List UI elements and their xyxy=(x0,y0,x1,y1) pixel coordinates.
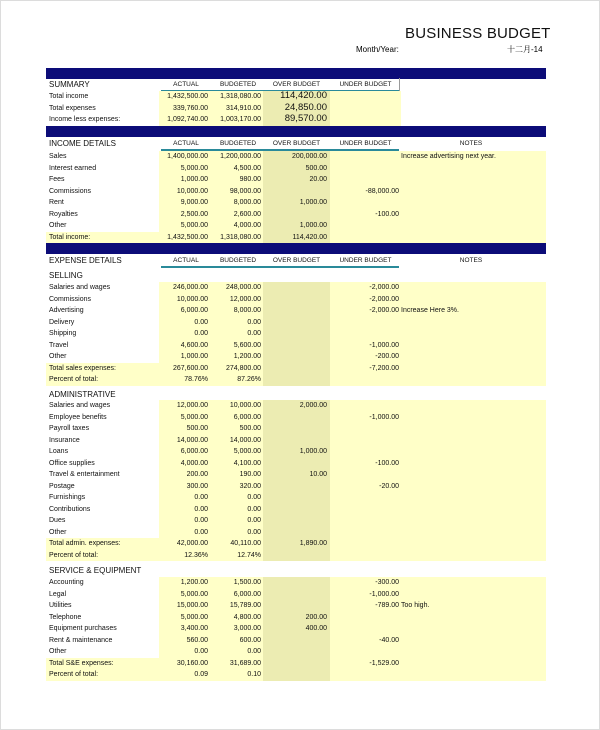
selling-row-under: -2,000.00 xyxy=(369,284,399,291)
admin-row-over: 10.00 xyxy=(309,471,327,478)
selling-row-label: Travel xyxy=(49,341,69,349)
service-row-label: Telephone xyxy=(49,613,82,621)
service-row-actual: 3,400.00 xyxy=(180,625,208,632)
admin-row-budgeted: 0.00 xyxy=(247,505,261,513)
summary-col-budgeted: BUDGETED xyxy=(219,81,257,88)
admin-row-actual: 12.36% xyxy=(184,551,208,559)
service-row-budgeted: 6,000.00 xyxy=(233,590,261,598)
income-row-budgeted: 98,000.00 xyxy=(229,187,261,195)
admin-row-actual: 0.00 xyxy=(194,517,208,524)
admin-row-over: 1,890.00 xyxy=(299,540,327,547)
expense-col-over: OVER BUDGET xyxy=(272,257,321,264)
admin-row-budgeted: 40,110.00 xyxy=(230,540,261,547)
admin-row-label: Insurance xyxy=(49,436,80,444)
income-row-label: Interest earned xyxy=(49,164,97,172)
selling-row-actual: 4,600.00 xyxy=(180,341,208,349)
admin-row-actual: 42,000.00 xyxy=(176,540,208,547)
income-row-under: -100.00 xyxy=(375,210,399,218)
service-row-actual: 30,160.00 xyxy=(176,659,208,667)
admin-row-budgeted: 10,000.00 xyxy=(229,402,261,409)
admin-row-actual: 0.00 xyxy=(194,494,208,501)
expense-col-under: UNDER BUDGET xyxy=(339,257,392,264)
admin-row-label: Total admin. expenses: xyxy=(49,540,121,547)
service-row-budgeted: 4,800.00 xyxy=(233,613,261,621)
expense-heading: EXPENSE DETAILS xyxy=(49,256,122,265)
admin-row-label: Contributions xyxy=(49,505,91,513)
income-row-budgeted: 4,500.00 xyxy=(233,164,261,172)
selling-row-label: Shipping xyxy=(49,330,77,337)
admin-row-actual: 200.00 xyxy=(186,471,208,478)
summary-row-actual: 339,760.00 xyxy=(172,104,208,112)
income-row-over: 20.00 xyxy=(309,176,327,183)
income-row-over: 1,000.00 xyxy=(299,199,327,206)
selling-row-under: -7,200.00 xyxy=(369,364,399,372)
page-title: BUSINESS BUDGET xyxy=(405,25,551,42)
admin-row-actual: 300.00 xyxy=(186,482,208,490)
selling-row-budgeted: 248,000.00 xyxy=(225,284,261,291)
admin-row-budgeted: 0.00 xyxy=(247,528,261,536)
income-row-label: Rent xyxy=(49,199,64,206)
selling-row-budgeted: 5,600.00 xyxy=(233,341,261,349)
selling-row-budgeted: 274,800.00 xyxy=(225,364,261,372)
income-row-actual: 2,500.00 xyxy=(180,210,208,218)
income-col-budgeted: BUDGETED xyxy=(219,140,257,147)
summary-row-over: 89,570.00 xyxy=(284,113,327,124)
admin-row-label: Employee benefits xyxy=(49,413,107,421)
service-row-label: Other xyxy=(49,648,67,655)
admin-row-under: -1,000.00 xyxy=(369,413,399,421)
expense-col-actual: ACTUAL xyxy=(173,257,199,264)
admin-row-actual: 4,000.00 xyxy=(180,459,208,467)
service-row-label: Total S&E expenses: xyxy=(49,659,114,667)
expense-col-notes: NOTES xyxy=(459,257,483,264)
selling-row-budgeted: 8,000.00 xyxy=(233,307,261,314)
service-row-budgeted: 0.00 xyxy=(247,648,261,655)
income-row-budgeted: 1,318,080.00 xyxy=(220,233,261,241)
service-row-budgeted: 0.10 xyxy=(247,671,261,678)
summary-row-budgeted: 1,003,170.00 xyxy=(220,116,261,123)
income-col-actual: ACTUAL xyxy=(173,140,199,147)
admin-row-budgeted: 500.00 xyxy=(239,425,261,432)
month-year-value: 十二月-14 xyxy=(507,45,543,54)
admin-yellow-under xyxy=(330,400,401,561)
summary-col-under: UNDER BUDGET xyxy=(339,81,392,88)
selling-row-actual: 1,000.00 xyxy=(180,353,208,360)
service-row-under: -789.00 xyxy=(375,602,399,609)
admin-row-label: Furnishings xyxy=(49,494,86,501)
expense-col-budgeted: BUDGETED xyxy=(219,257,257,264)
service-row-label: Legal xyxy=(49,590,67,598)
service-row-actual: 0.09 xyxy=(194,671,208,678)
admin-row-budgeted: 14,000.00 xyxy=(229,436,261,444)
admin-row-under: -20.00 xyxy=(379,482,399,490)
service-row-actual: 5,000.00 xyxy=(180,613,208,621)
income-col-notes: NOTES xyxy=(459,140,483,147)
admin-row-actual: 14,000.00 xyxy=(176,436,208,444)
admin-row-actual: 0.00 xyxy=(194,528,208,536)
income-col-under: UNDER BUDGET xyxy=(339,140,392,147)
admin-row-label: Loans xyxy=(49,448,69,455)
selling-row-label: Commissions xyxy=(49,295,92,303)
selling-row-budgeted: 87.26% xyxy=(237,376,261,383)
income-row-actual: 10,000.00 xyxy=(176,187,208,195)
selling-row-actual: 6,000.00 xyxy=(180,307,208,314)
income-row-actual: 1,432,500.00 xyxy=(167,233,208,241)
income-row-over: 1,000.00 xyxy=(299,222,327,229)
expense-banner xyxy=(46,243,546,254)
selling-row-budgeted: 0.00 xyxy=(247,318,261,326)
service-row-actual: 15,000.00 xyxy=(176,602,208,609)
admin-row-label: Travel & entertainment xyxy=(49,471,120,478)
selling-row-budgeted: 0.00 xyxy=(247,330,261,337)
admin-row-label: Postage xyxy=(49,482,75,490)
service-row-label: Percent of total: xyxy=(49,671,99,678)
service-row-label: Rent & maintenance xyxy=(49,636,113,644)
selling-row-under: -2,000.00 xyxy=(369,295,399,303)
admin-row-actual: 0.00 xyxy=(194,505,208,513)
income-row-budgeted: 1,200,000.00 xyxy=(220,153,261,160)
summary-row-actual: 1,432,500.00 xyxy=(167,93,208,100)
selling-row-label: Total sales expenses: xyxy=(49,364,116,372)
income-row-label: Fees xyxy=(49,176,65,183)
selling-row-under: -1,000.00 xyxy=(369,341,399,349)
service-row-actual: 5,000.00 xyxy=(180,590,208,598)
month-year-label: Month/Year: xyxy=(356,45,399,54)
income-yellow-under xyxy=(330,151,401,243)
selling-row-actual: 10,000.00 xyxy=(176,295,208,303)
summary-row-label: Total expenses xyxy=(49,104,96,112)
admin-row-actual: 5,000.00 xyxy=(180,413,208,421)
selling-row-note: Increase Here 3%. xyxy=(401,307,459,314)
summary-heading: SUMMARY xyxy=(49,80,90,89)
service-row-under: -40.00 xyxy=(379,636,399,644)
income-banner xyxy=(46,126,546,137)
income-row-note: Increase advertising next year. xyxy=(401,153,496,160)
selling-heading: SELLING xyxy=(49,271,83,280)
admin-heading: ADMINISTRATIVE xyxy=(49,390,116,399)
service-row-budgeted: 15,789.00 xyxy=(229,602,261,609)
income-row-label: Total income: xyxy=(49,233,91,241)
service-row-actual: 0.00 xyxy=(194,648,208,655)
selling-row-under: -2,000.00 xyxy=(369,307,399,314)
income-row-actual: 1,000.00 xyxy=(180,176,208,183)
service-row-label: Utilities xyxy=(49,602,72,609)
summary-row-label: Total income xyxy=(49,93,89,100)
admin-row-over: 1,000.00 xyxy=(299,448,327,455)
admin-shade-over xyxy=(263,400,330,561)
admin-row-budgeted: 4,100.00 xyxy=(233,459,261,467)
admin-row-budgeted: 6,000.00 xyxy=(233,413,261,421)
service-row-under: -1,529.00 xyxy=(369,659,399,667)
admin-row-actual: 12,000.00 xyxy=(176,402,208,409)
admin-row-over: 2,000.00 xyxy=(299,402,327,409)
service-row-note: Too high. xyxy=(401,602,430,609)
income-row-actual: 5,000.00 xyxy=(180,222,208,229)
service-row-label: Accounting xyxy=(49,579,84,586)
income-row-label: Sales xyxy=(49,153,67,160)
income-row-budgeted: 980.00 xyxy=(239,176,261,183)
admin-row-budgeted: 190.00 xyxy=(239,471,261,478)
selling-row-budgeted: 12,000.00 xyxy=(229,295,261,303)
summary-yellow-under xyxy=(330,91,401,126)
summary-banner xyxy=(46,68,546,79)
income-row-under: -88,000.00 xyxy=(365,187,399,195)
summary-col-actual: ACTUAL xyxy=(173,81,199,88)
selling-yellow-notes xyxy=(401,282,546,386)
service-row-budgeted: 31,689.00 xyxy=(229,659,261,667)
selling-row-actual: 78.76% xyxy=(184,376,208,383)
service-row-actual: 1,200.00 xyxy=(180,579,208,586)
income-row-over: 114,420.00 xyxy=(292,233,327,241)
admin-row-actual: 6,000.00 xyxy=(180,448,208,455)
admin-row-budgeted: 5,000.00 xyxy=(233,448,261,455)
admin-row-label: Other xyxy=(49,528,67,536)
income-row-label: Other xyxy=(49,222,67,229)
admin-row-label: Percent of total: xyxy=(49,551,99,559)
income-row-actual: 9,000.00 xyxy=(180,199,208,206)
admin-row-actual: 500.00 xyxy=(186,425,208,432)
admin-row-budgeted: 320.00 xyxy=(239,482,261,490)
income-yellow-notes xyxy=(401,151,546,243)
selling-row-actual: 246,000.00 xyxy=(172,284,208,291)
summary-row-actual: 1,092,740.00 xyxy=(167,116,208,123)
admin-row-budgeted: 0.00 xyxy=(247,517,261,524)
admin-row-label: Dues xyxy=(49,517,66,524)
admin-yellow-notes xyxy=(401,400,546,561)
income-row-budgeted: 8,000.00 xyxy=(233,199,261,206)
summary-row-budgeted: 1,318,080.00 xyxy=(220,93,261,100)
selling-row-actual: 267,600.00 xyxy=(172,364,208,372)
income-row-over: 500.00 xyxy=(305,164,327,172)
summary-row-label: Income less expenses: xyxy=(49,116,121,123)
income-row-over: 200,000.00 xyxy=(291,153,327,160)
service-heading: SERVICE & EQUIPMENT xyxy=(49,566,142,575)
income-row-budgeted: 4,000.00 xyxy=(233,222,261,229)
admin-row-budgeted: 0.00 xyxy=(247,494,261,501)
service-row-over: 200.00 xyxy=(305,613,327,621)
selling-row-actual: 0.00 xyxy=(194,318,208,326)
summary-row-over: 24,850.00 xyxy=(284,101,327,113)
summary-row-budgeted: 314,910.00 xyxy=(225,104,261,112)
summary-row-over: 114,420.00 xyxy=(280,90,327,101)
income-row-budgeted: 2,600.00 xyxy=(233,210,261,218)
admin-row-label: Payroll taxes xyxy=(49,425,90,432)
admin-row-label: Office supplies xyxy=(49,459,95,467)
income-row-actual: 5,000.00 xyxy=(180,164,208,172)
service-row-budgeted: 3,000.00 xyxy=(233,625,261,632)
admin-row-under: -100.00 xyxy=(375,459,399,467)
service-row-budgeted: 1,500.00 xyxy=(233,579,261,586)
income-col-over: OVER BUDGET xyxy=(272,140,321,147)
service-row-under: -1,000.00 xyxy=(369,590,399,598)
service-row-label: Equipment purchases xyxy=(49,625,117,632)
selling-row-under: -200.00 xyxy=(375,353,399,360)
admin-row-label: Salaries and wages xyxy=(49,402,111,409)
selling-row-label: Delivery xyxy=(49,318,75,326)
summary-col-over: OVER BUDGET xyxy=(272,81,321,88)
income-row-label: Royalties xyxy=(49,210,78,218)
expense-header-underline xyxy=(161,266,399,268)
selling-row-actual: 0.00 xyxy=(194,330,208,337)
selling-row-label: Salaries and wages xyxy=(49,284,111,291)
service-yellow-notes xyxy=(401,577,546,681)
selling-row-label: Percent of total: xyxy=(49,376,99,383)
service-row-actual: 560.00 xyxy=(186,636,208,644)
service-row-over: 400.00 xyxy=(305,625,327,632)
selling-row-budgeted: 1,200.00 xyxy=(233,353,261,360)
service-row-budgeted: 600.00 xyxy=(239,636,261,644)
admin-row-budgeted: 12.74% xyxy=(237,551,261,559)
income-row-actual: 1,400,000.00 xyxy=(167,153,208,160)
selling-shade-over xyxy=(263,282,330,386)
service-row-under: -300.00 xyxy=(375,579,399,586)
selling-row-label: Other xyxy=(49,353,67,360)
selling-row-label: Advertising xyxy=(49,307,84,314)
income-row-label: Commissions xyxy=(49,187,92,195)
income-heading: INCOME DETAILS xyxy=(49,139,116,148)
